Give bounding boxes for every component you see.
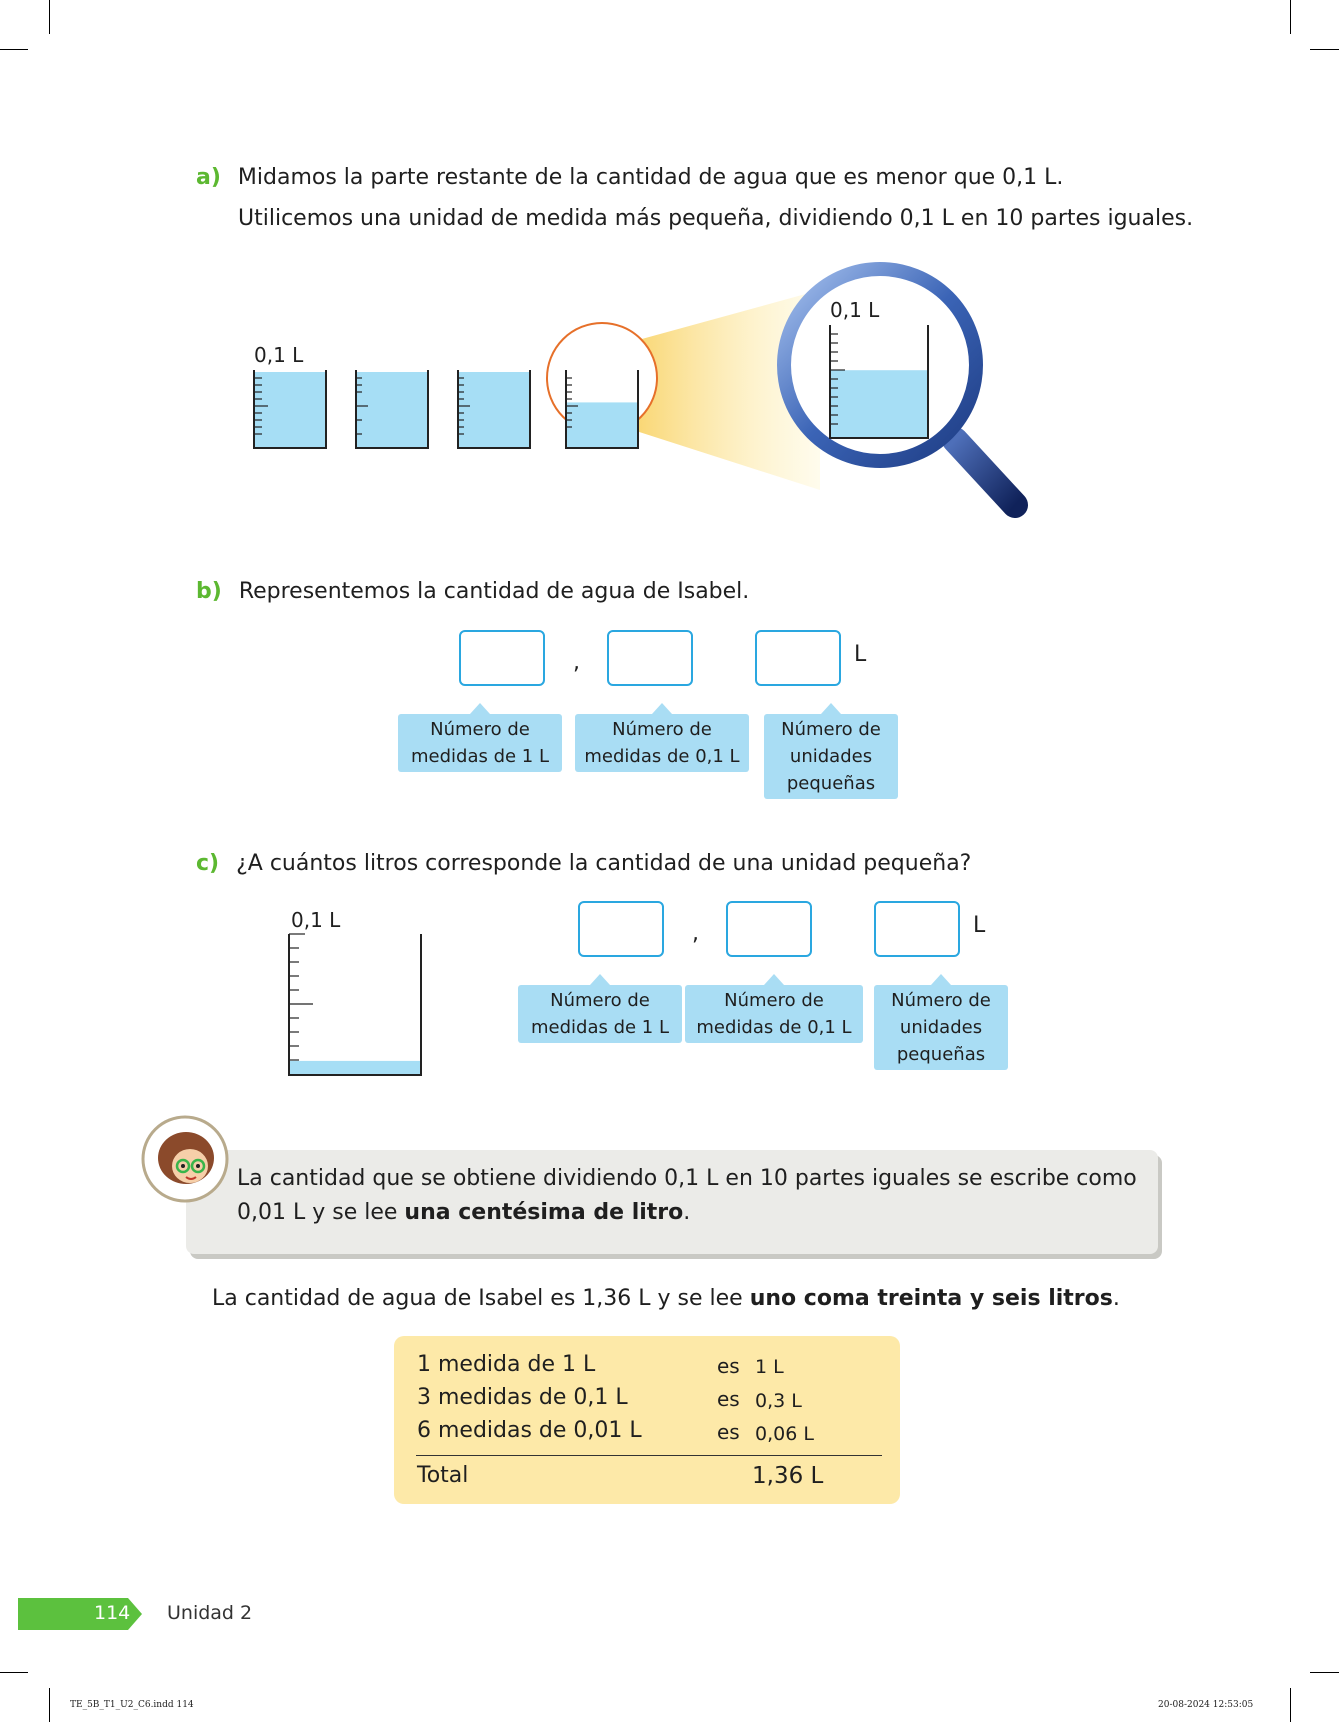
c-tag-ones: Número de medidas de 1 L (518, 985, 682, 1043)
c-unit-liter: L (973, 913, 986, 938)
section-b-text: Representemos la cantidad de agua de Isabel. (238, 579, 750, 604)
conclusion-line (212, 1285, 1120, 1313)
summary-total-label: Total (417, 1463, 469, 1488)
section-c-text: ¿A cuántos litros corresponde la cantidad de una unidad pequeña? (236, 851, 972, 876)
c-tag-tenths: Número de medidas de 0,1 L (685, 985, 863, 1043)
crop-mark (0, 1672, 28, 1673)
c-tag-hundredths: Número de unidades pequeñas (874, 985, 1008, 1070)
c-ones-input-box[interactable] (578, 901, 664, 957)
unit-label: Unidad 2 (167, 1602, 253, 1624)
decimal-comma: , (573, 650, 580, 675)
cups-illustration (240, 260, 1040, 530)
summary-row-3-value: 0,06 L (755, 1423, 814, 1445)
conclusion-text: La cantidad de agua de Isabel es 1,36 L y se lee (212, 1286, 750, 1311)
conclusion-end: . (1112, 1286, 1120, 1311)
section-c-label: c) (196, 851, 220, 876)
c-tenths-input-box[interactable] (726, 901, 812, 957)
section-c-line (196, 850, 971, 878)
section-a-line2 (238, 205, 1193, 233)
crop-mark (49, 1688, 50, 1722)
timestamp: 20-08-2024 12:53:05 (1158, 1700, 1254, 1710)
summary-row-3-es: es (717, 1420, 740, 1444)
note-text-main: La cantidad que se obtiene dividiendo 0,1 L en 10 partes iguales se escribe como 0,01 L y se lee (237, 1166, 1137, 1225)
cup-c-illustration (280, 928, 430, 1078)
crop-mark (1290, 0, 1291, 34)
crop-mark (1310, 49, 1339, 50)
summary-divider (416, 1455, 882, 1456)
summary-row-1-es: es (717, 1354, 740, 1378)
crop-mark (1290, 1688, 1291, 1722)
character-avatar (140, 1114, 230, 1204)
summary-total-value: 1,36 L (752, 1463, 824, 1489)
page-number: 114 (94, 1602, 131, 1624)
tag-tenths: Número de medidas de 0,1 L (575, 714, 749, 772)
tenths-input-box[interactable] (607, 630, 693, 686)
crop-mark (49, 0, 50, 34)
summary-row-2-value: 0,3 L (755, 1390, 802, 1412)
summary-row-1-left: 1 medida de 1 L (417, 1352, 596, 1377)
ones-input-box[interactable] (459, 630, 545, 686)
summary-row-3-left: 6 medidas de 0,01 L (417, 1418, 642, 1443)
section-b-label: b) (196, 579, 222, 604)
cup-2 (356, 370, 428, 448)
note-text-end: . (683, 1200, 691, 1225)
cup-label-c: 0,1 L (291, 908, 341, 932)
tag-ones: Número de medidas de 1 L (398, 714, 562, 772)
summary-row-2-es: es (717, 1387, 740, 1411)
c-hundredths-input-box[interactable] (874, 901, 960, 957)
tag-hundredths: Número de unidades pequeñas (764, 714, 898, 799)
summary-row-1-value: 1 L (755, 1356, 784, 1378)
section-a-text1: Midamos la parte restante de la cantidad de agua que es menor que 0,1 L. (237, 165, 1064, 190)
note-text-bold: una centésima de litro (404, 1200, 684, 1225)
section-a-text2: Utilicemos una unidad de medida más pequeña, dividiendo 0,1 L en 10 partes iguales. (238, 206, 1194, 231)
cup-3 (458, 370, 530, 448)
conclusion-bold: uno coma treinta y seis litros (749, 1286, 1113, 1311)
section-a-label: a) (196, 165, 221, 190)
c-decimal-comma: , (692, 921, 699, 946)
crop-mark (1310, 1672, 1339, 1673)
unit-liter: L (854, 642, 867, 667)
section-a-line1 (196, 164, 1063, 192)
summary-row-2-left: 3 medidas de 0,1 L (417, 1385, 628, 1410)
cup-1 (254, 370, 326, 448)
hundredths-input-box[interactable] (755, 630, 841, 686)
file-info: TE_5B_T1_U2_C6.indd 114 (70, 1700, 194, 1710)
section-b-line (196, 578, 749, 606)
zoom-label-a: 0,1 L (830, 298, 880, 322)
note-text (237, 1162, 1137, 1230)
crop-mark (0, 49, 28, 50)
cup-label-a: 0,1 L (254, 343, 304, 367)
